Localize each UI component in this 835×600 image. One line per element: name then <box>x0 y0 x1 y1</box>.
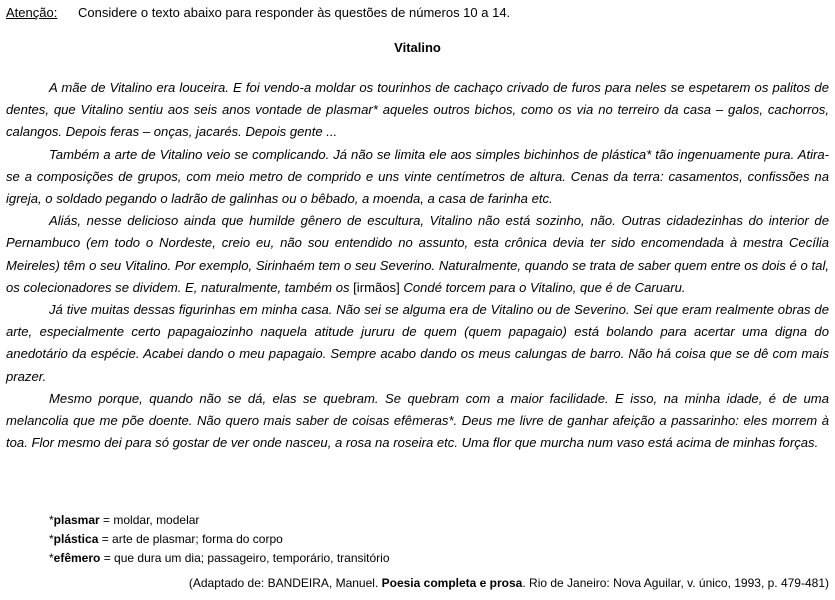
paragraph-4: Já tive muitas dessas figurinhas em minha casa. Não sei se alguma era de Vitalino ou de Severino. Sei que eram realmente obras de arte, especialmente certo papagaiozinho naquela atitude jururu de quem (quem papagaio) está bolando para acertar uma digna do anedotário da espécie. Acabei dando o meu papagaio. Sempre acabo dando os meus calungas de barro. Não há coisa que se dê com mais prazer. <box>6 302 829 384</box>
paragraph-1: A mãe de Vitalino era louceira. E foi vendo-a moldar os tourinhos de cachaço crivado de furos para neles se espetarem os palitos de dentes, que Vitalino sentiu aos seis anos vontade de plasmar* aqueles outros bichos, como os via no terreiro da casa – galos, cachorros, calangos. Depois feras – onças, jacarés. Depois gente ... <box>6 80 829 140</box>
paragraph-2: Também a arte de Vitalino veio se complicando. Já não se limita ele aos simples bichinhos de plástica* tão ingenuamente pura. Atira-se a composições de grupos, com meio metro de comprido e uns vinte centímetros de altura. Cenas da terra: casamentos, confissões na igreja, o soldado pegando o ladrão de galinhas ou o bêbado, a moenda, a casa de farinha etc. <box>6 146 829 207</box>
glossary-term: plástica <box>53 532 99 546</box>
attention-label: Atenção: <box>6 5 58 20</box>
citation-prefix: (Adaptado de: BANDEIRA, Manuel. <box>188 576 382 590</box>
instruction-text: Considere o texto abaixo para responder às questões de números 10 a 14. <box>78 5 511 20</box>
chronicle-body <box>6 77 829 454</box>
citation-suffix: . Rio de Janeiro: Nova Aguilar, v. único, 1993, p. 479-481) <box>522 576 829 590</box>
glossary <box>49 511 390 568</box>
text-title: Vitalino <box>394 40 441 55</box>
paragraph-5: Mesmo porque, quando não se dá, elas se quebram. Se quebram com a maior facilidade. E isso, na minha idade, é de uma melancolia que me põe doente. Não quero mais saber de coisas efêmeras*. Deus me livre de ganhar afeição a passarinho: eles morrem à toa. Flor mesmo dei para só gostar de ver onde nasceu, a rosa na roseira etc. Uma flor que murcha num vaso está acima de minhas forças. <box>6 390 829 451</box>
glossary-term: efêmero <box>53 551 101 565</box>
glossary-item: *plasmar = moldar, modelar <box>49 513 200 527</box>
glossary-item: *efêmero = que dura um dia; passageiro, temporário, transitório <box>49 551 390 565</box>
glossary-term: plasmar <box>53 513 100 527</box>
source-citation <box>189 576 829 590</box>
paragraph-3-after: Condé torcem para o Vitalino, que é de Caruaru. <box>399 279 686 295</box>
paragraph-3-before: Aliás, nesse delicioso ainda que humilde gênero de escultura, Vitalino não está sozinho, não. Outras cidadezinhas do interior de Pernambuco (em todo o Nordeste, creio eu, não sou entendido no assunto, esta crônica devia ter sido encomendada à mestra Cecília Meireles) têm o seu Vitalino. Por exemplo, Sirinhaém tem o seu Severino. Naturalmente, quando se trata de saber quem entre os dois é o tal, os colecionadores se dividem. E, naturalmente, também os <box>6 213 829 295</box>
glossary-definition: = que dura um dia; passageiro, temporário, transitório <box>100 551 390 565</box>
glossary-definition: = moldar, modelar <box>99 513 200 527</box>
citation-book-title: Poesia completa e prosa <box>381 576 523 590</box>
glossary-definition: = arte de plasmar; forma do corpo <box>98 532 283 546</box>
bracketed-word: [irmãos] <box>353 279 400 295</box>
instruction-header <box>6 5 511 20</box>
glossary-item: *plástica = arte de plasmar; forma do corpo <box>49 532 283 546</box>
paragraph-3 <box>6 210 829 299</box>
